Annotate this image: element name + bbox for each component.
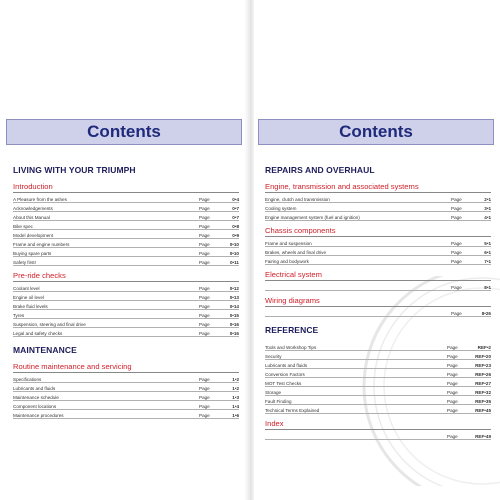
toc-entry[interactable] [13, 301, 239, 310]
toc-section [265, 270, 491, 291]
toc-entry-title: Maintenance schedule [13, 395, 59, 400]
toc-section [13, 362, 239, 419]
page-label: Page [199, 251, 210, 256]
page-label: Page [199, 386, 210, 391]
toc-entry[interactable] [13, 239, 239, 248]
toc-entry[interactable] [13, 292, 239, 301]
toc-entry-title: Engine oil level [13, 295, 44, 300]
toc-entry-title: Maintenance procedures [13, 413, 64, 418]
toc-entry-title: Legal and safety checks [13, 331, 63, 336]
toc-entry[interactable] [265, 256, 491, 265]
toc-section [13, 182, 239, 266]
page-label: Page [199, 224, 210, 229]
section-title: Engine, transmission and associated systems [265, 182, 491, 193]
page-label: Page [451, 285, 462, 290]
toc-entry-title: Frame and engine numbers [13, 242, 70, 247]
toc-entry[interactable] [265, 282, 491, 291]
page-number: 0•16 [229, 331, 239, 336]
page-number: 0•7 [232, 206, 239, 211]
page-label: Page [447, 372, 458, 377]
page-label: Page [447, 381, 458, 386]
page-label: Page [199, 331, 210, 336]
toc-entry-title: MOT Test Checks [265, 381, 302, 386]
toc-entry-title: Specifications [13, 377, 42, 382]
toc-entry[interactable] [13, 212, 239, 221]
toc-entry-title: Security [265, 354, 282, 359]
page-number: 8•26 [481, 311, 491, 316]
toc-entry-title: Fairing and bodywork [265, 259, 309, 264]
contents-banner-right [258, 119, 494, 145]
page-label: Page [447, 399, 458, 404]
page-number: 5•1 [484, 241, 491, 246]
section-title: Pre-ride checks [13, 271, 239, 282]
part-heading: MAINTENANCE [13, 345, 77, 355]
page-number: 0•15 [229, 313, 239, 318]
page-label: Page [199, 404, 210, 409]
toc-entry[interactable] [13, 410, 239, 419]
toc-entry-title: Engine, clutch and transmission [265, 197, 330, 202]
page-number: 0•11 [229, 260, 239, 265]
page-label: Page [199, 304, 210, 309]
toc-section [265, 226, 491, 265]
page-number: REF•45 [475, 408, 491, 413]
page-label: Page [199, 260, 210, 265]
toc-section [265, 419, 491, 440]
page-number: 8•1 [484, 285, 491, 290]
page-label: Page [451, 311, 462, 316]
page-label: Page [199, 313, 210, 318]
toc-entry[interactable] [13, 401, 239, 410]
toc-entry-title: Buying spare parts [13, 251, 52, 256]
toc-entry[interactable] [265, 203, 491, 212]
page-label: Page [451, 215, 462, 220]
page-label: Page [447, 390, 458, 395]
page-number: 6•1 [484, 250, 491, 255]
toc-entry[interactable] [13, 283, 239, 292]
contents-title: Contents [339, 122, 413, 141]
toc-entry-title: About this Manual [13, 215, 50, 220]
page-number: REF•27 [475, 381, 491, 386]
toc-entry-title: Brakes, wheels and final drive [265, 250, 327, 255]
toc-section [13, 271, 239, 337]
page-label: Page [199, 413, 210, 418]
page-label: Page [447, 363, 458, 368]
toc-entry[interactable] [13, 319, 239, 328]
toc-entry-title: Coolant level [13, 286, 40, 291]
toc-entry[interactable] [13, 194, 239, 203]
toc-entry[interactable] [265, 387, 491, 396]
page-label: Page [199, 242, 210, 247]
page-number: REF•35 [475, 399, 491, 404]
page-number: REF•32 [475, 390, 491, 395]
page-number: 1•2 [232, 386, 239, 391]
section-title: Index [265, 419, 491, 430]
toc-entry-title: Technical Terms Explained [265, 408, 320, 413]
toc-entry[interactable] [265, 308, 491, 317]
section-title: Introduction [13, 182, 239, 193]
toc-entry[interactable] [265, 431, 491, 440]
toc-entry-title: Engine management system (fuel and ignition) [265, 215, 360, 220]
page-label: Page [199, 395, 210, 400]
page-label: Page [199, 206, 210, 211]
toc-entry-title: Suspension, steering and final drive [13, 322, 86, 327]
toc-entry[interactable] [13, 383, 239, 392]
section-title: Electrical system [265, 270, 491, 281]
page-number: 0•12 [229, 286, 239, 291]
page-label: Page [447, 345, 458, 350]
toc-entry[interactable] [13, 374, 239, 383]
section-title: Chassis components [265, 226, 491, 237]
page-label: Page [199, 377, 210, 382]
toc-entry[interactable] [265, 351, 491, 360]
page-label: Page [199, 322, 210, 327]
toc-entry-title: Storage [265, 390, 282, 395]
toc-section [265, 342, 491, 414]
page-number: 4•1 [484, 215, 491, 220]
toc-entry[interactable] [265, 360, 491, 369]
page-number: 2•1 [484, 197, 491, 202]
right-page [254, 0, 500, 500]
page-number: 0•13 [229, 295, 239, 300]
toc-entry[interactable] [13, 230, 239, 239]
toc-entry-title: Acknowledgements [13, 206, 53, 211]
page-number: 0•16 [229, 322, 239, 327]
section-title: Wiring diagrams [265, 296, 491, 307]
page-number: 1•6 [232, 413, 239, 418]
toc-entry[interactable] [265, 405, 491, 414]
page-number: 0•10 [229, 251, 239, 256]
toc-section [265, 296, 491, 317]
page-number: REF•20 [475, 354, 491, 359]
toc-entry-title: Conversion Factors [265, 372, 305, 377]
toc-entry[interactable] [265, 396, 491, 405]
toc-entry[interactable] [13, 203, 239, 212]
toc-entry[interactable] [265, 247, 491, 256]
page-number: 0•8 [232, 224, 239, 229]
page-number: 3•1 [484, 206, 491, 211]
page-number: REF•49 [475, 434, 491, 439]
contents-title: Contents [87, 122, 161, 141]
toc-entry-title: Tools and Workshop Tips [265, 345, 317, 350]
page-number: 0•10 [229, 242, 239, 247]
page-label: Page [199, 215, 210, 220]
toc-section [265, 182, 491, 221]
toc-entry[interactable] [13, 310, 239, 319]
page-number: 0•4 [232, 197, 239, 202]
page-number: 1•3 [232, 395, 239, 400]
toc-entry[interactable] [265, 194, 491, 203]
page-number: REF•26 [475, 372, 491, 377]
part-heading: REPAIRS AND OVERHAUL [265, 165, 375, 175]
section-title: Routine maintenance and servicing [13, 362, 239, 373]
page-label: Page [451, 259, 462, 264]
toc-entry-title: Brake fluid levels [13, 304, 48, 309]
page-label: Page [451, 197, 462, 202]
toc-entry[interactable] [13, 328, 239, 337]
toc-entry[interactable] [13, 392, 239, 401]
page-number: REF•2 [477, 345, 491, 350]
toc-entry[interactable] [265, 369, 491, 378]
page-number: 0•9 [232, 233, 239, 238]
page-label: Page [447, 434, 458, 439]
toc-entry-title: Lubricants and fluids [265, 363, 308, 368]
page-number: 0•7 [232, 215, 239, 220]
toc-entry[interactable] [265, 342, 491, 351]
toc-entry[interactable] [13, 257, 239, 266]
page-number: REF•23 [475, 363, 491, 368]
toc-entry-title: A Pleasure from the ashes [13, 197, 67, 202]
toc-entry[interactable] [13, 248, 239, 257]
page-label: Page [451, 206, 462, 211]
right-toc [265, 165, 491, 445]
toc-entry[interactable] [265, 378, 491, 387]
page-label: Page [451, 250, 462, 255]
toc-entry[interactable] [13, 221, 239, 230]
left-toc [13, 165, 239, 424]
page-label: Page [451, 241, 462, 246]
page-number: 1•4 [232, 404, 239, 409]
page-label: Page [199, 233, 210, 238]
toc-entry-title: Cooling system [265, 206, 297, 211]
page-number: 7•1 [484, 259, 491, 264]
page-label: Page [199, 295, 210, 300]
contents-banner-left [6, 119, 242, 145]
toc-entry[interactable] [265, 238, 491, 247]
page-label: Page [447, 354, 458, 359]
toc-entry-title: Tyres [13, 313, 25, 318]
toc-entry-title: Component locations [13, 404, 57, 409]
part-heading: REFERENCE [265, 325, 319, 335]
page-label: Page [447, 408, 458, 413]
toc-entry-title: Lubricants and fluids [13, 386, 56, 391]
toc-entry-title: Bike spec [13, 224, 33, 229]
toc-entry-title: Frame and suspension [265, 241, 312, 246]
toc-entry-title: Model development [13, 233, 54, 238]
toc-entry-title: Fault Finding [265, 399, 292, 404]
toc-entry-title: Safety first! [13, 260, 36, 265]
part-heading: LIVING WITH YOUR TRIUMPH [13, 165, 136, 175]
left-page [0, 0, 246, 500]
toc-entry[interactable] [265, 212, 491, 221]
page-number: 0•14 [229, 304, 239, 309]
page-label: Page [199, 197, 210, 202]
page-label: Page [199, 286, 210, 291]
page-number: 1•2 [232, 377, 239, 382]
